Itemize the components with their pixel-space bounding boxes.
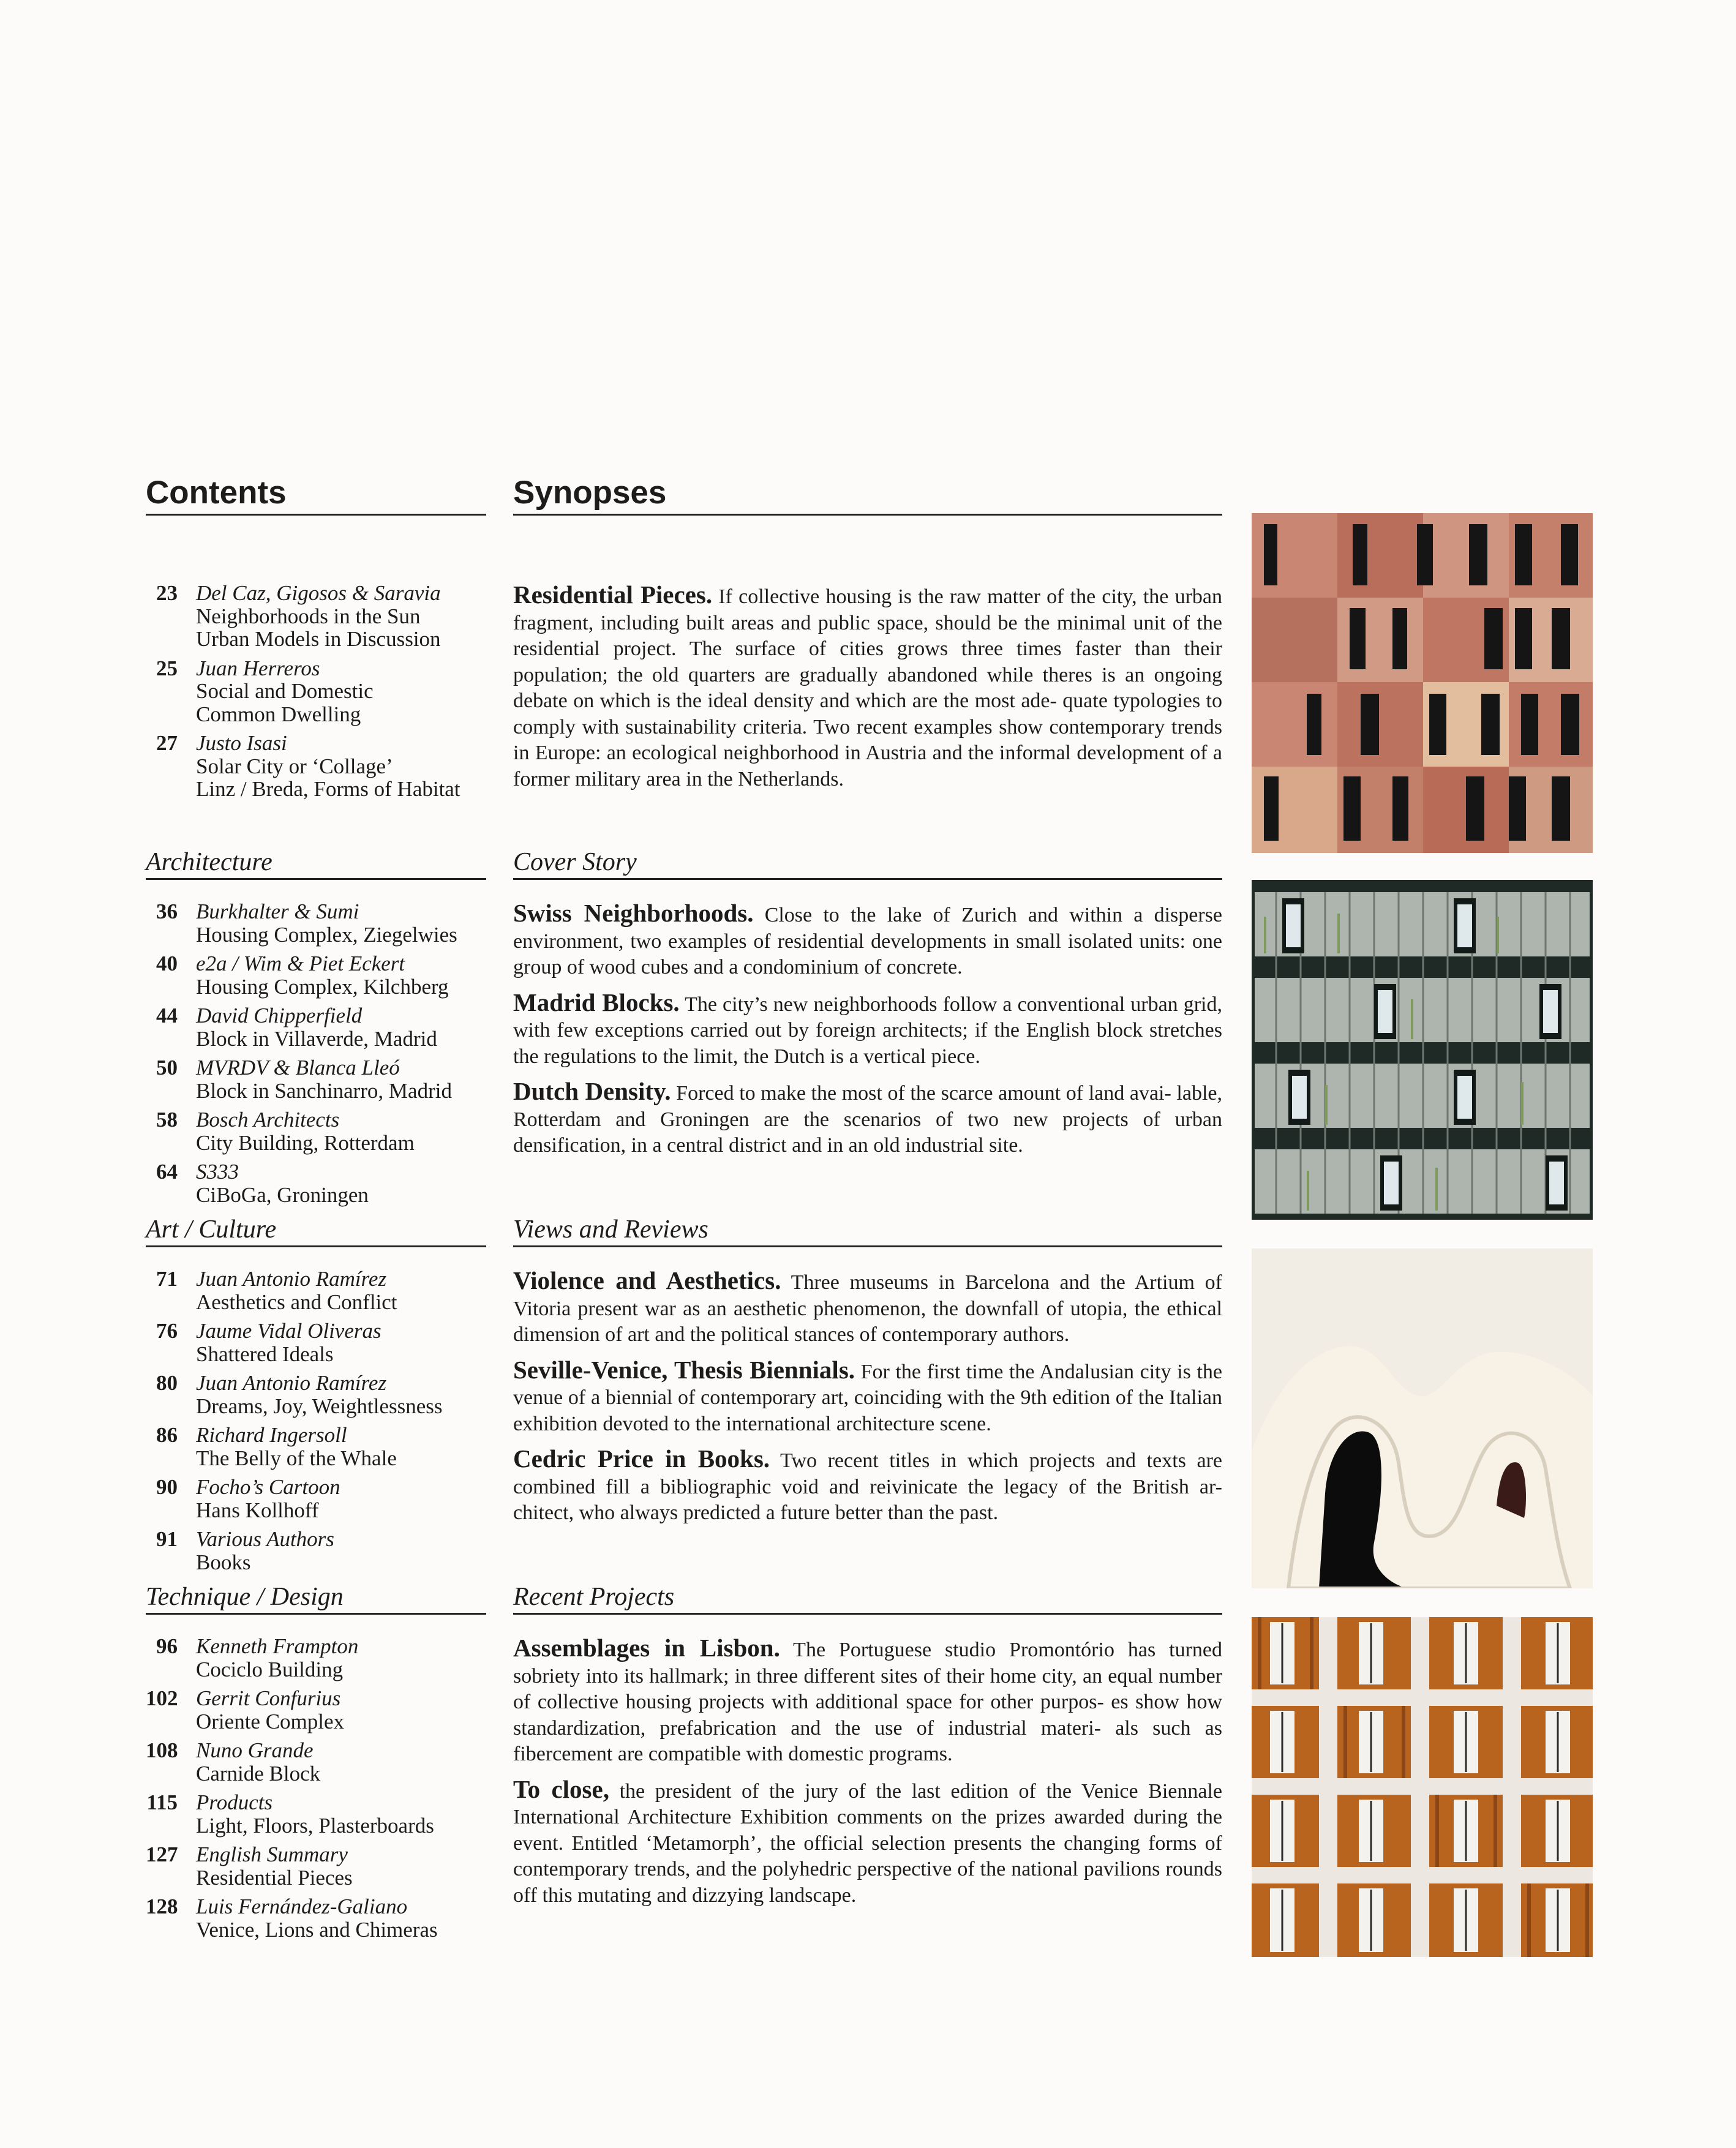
synopsis-intro bbox=[513, 582, 1222, 801]
synopsis-lead: Madrid Blocks. bbox=[513, 988, 680, 1016]
entry-author: Burkhalter & Sumi bbox=[196, 899, 359, 923]
entry-author: e2a / Wim & Piet Eckert bbox=[196, 952, 405, 975]
entry-author: Del Caz, Gigosos & Saravia bbox=[196, 581, 441, 605]
toc-entry[interactable] bbox=[146, 1843, 486, 1889]
entry-title: Oriente Complex bbox=[196, 1709, 345, 1733]
glass-screen-facade-photo bbox=[1252, 880, 1593, 1220]
entry-author: David Chipperfield bbox=[196, 1004, 363, 1027]
entry-title: Housing Complex, Kilchberg bbox=[196, 974, 449, 999]
entry-title: City Building, Rotterdam bbox=[196, 1130, 415, 1155]
synopsis-text: the president of the jury of the last edition of the Venice Biennale International Architecture Exhibition comments on the prizes awarded during the event. Entitled ‘Metamorph’, the official selection presents the changing forms of contemporary trends, and the polyhedric perspective of the national pavilions rounds off this mutating and dizzying landscape. bbox=[513, 1779, 1223, 1907]
entry-title: Books bbox=[196, 1550, 251, 1574]
synopses-header: Synopses bbox=[513, 471, 1222, 516]
synopsis-paragraph bbox=[513, 1635, 1222, 1768]
entry-title: Carnide Block bbox=[196, 1761, 321, 1786]
page-number: 102 bbox=[146, 1686, 178, 1710]
timber-shutter-facade-photo bbox=[1252, 1617, 1593, 1957]
views-reviews-heading: Views and Reviews bbox=[513, 1214, 1222, 1247]
synopsis-paragraph bbox=[513, 1776, 1222, 1909]
entry-title: Block in Sanchinarro, Madrid bbox=[196, 1078, 452, 1103]
synopsis-paragraph bbox=[513, 1446, 1222, 1527]
synopsis-lead: Residential Pieces. bbox=[513, 580, 713, 609]
entry-title: Social and Domestic bbox=[196, 679, 374, 703]
recent-projects-heading: Recent Projects bbox=[513, 1581, 1222, 1615]
entry-author: Juan Antonio Ramírez bbox=[196, 1371, 387, 1395]
page-number: 108 bbox=[146, 1738, 178, 1762]
toc-art-culture bbox=[146, 1267, 486, 1580]
toc-entry[interactable] bbox=[146, 1687, 486, 1733]
toc-entry[interactable] bbox=[146, 1791, 486, 1837]
synopsis-text: Two recent titles in which projects and texts are combined fill a bibliographic void and reivinicate the legacy of the British ar- chitect, who always predicted a future better than the past. bbox=[513, 1449, 1222, 1524]
page-number: 58 bbox=[156, 1108, 178, 1132]
synopsis-text: The Portuguese studio Promontório has turned sobriety into its hallmark; in three different sites of their home city, an equal number of collective housing projects with additional space for other purpos- es show how standardization, prefabrication and the use of industrial materi- als such as fibercement are compatible with domestic programs. bbox=[513, 1639, 1222, 1765]
page-number: 50 bbox=[156, 1056, 178, 1080]
toc-entry[interactable] bbox=[146, 900, 486, 946]
toc-entry[interactable] bbox=[146, 1528, 486, 1574]
contents-header: Contents bbox=[146, 471, 486, 516]
toc-entry[interactable] bbox=[146, 657, 486, 726]
page-number: 36 bbox=[156, 899, 178, 923]
entry-author: Various Authors bbox=[196, 1527, 334, 1551]
synopsis-cover-story bbox=[513, 900, 1222, 1168]
toc-entry[interactable] bbox=[146, 1160, 486, 1206]
entry-author: Products bbox=[196, 1790, 273, 1814]
toc-intro bbox=[146, 582, 486, 807]
synopsis-lead: Assemblages in Lisbon. bbox=[513, 1634, 780, 1662]
toc-entry[interactable] bbox=[146, 732, 486, 801]
cover-story-heading: Cover Story bbox=[513, 846, 1222, 880]
entry-subtitle: Linz / Breda, Forms of Habitat bbox=[196, 777, 460, 801]
terracotta-facade-photo bbox=[1252, 513, 1593, 853]
entry-subtitle: Urban Models in Discussion bbox=[196, 627, 441, 651]
entry-author: S333 bbox=[196, 1160, 239, 1184]
synopsis-paragraph bbox=[513, 1078, 1222, 1159]
entry-title: Residential Pieces bbox=[196, 1865, 353, 1890]
entry-title: Aesthetics and Conflict bbox=[196, 1290, 397, 1314]
synopsis-recent-projects bbox=[513, 1635, 1222, 1917]
entry-title: CiBoGa, Groningen bbox=[196, 1182, 369, 1207]
technique-design-heading: Technique / Design bbox=[146, 1581, 486, 1615]
entry-title: Dreams, Joy, Weightlessness bbox=[196, 1394, 443, 1418]
page-number: 115 bbox=[146, 1790, 178, 1814]
toc-entry[interactable] bbox=[146, 1476, 486, 1522]
synopsis-paragraph bbox=[513, 900, 1222, 981]
toc-entry[interactable] bbox=[146, 1320, 486, 1365]
synopsis-lead: Seville-Venice, Thesis Biennials. bbox=[513, 1355, 855, 1384]
entry-title: Solar City or ‘Collage’ bbox=[196, 754, 393, 778]
white-sculpture-photo bbox=[1252, 1249, 1593, 1588]
entry-title: The Belly of the Whale bbox=[196, 1446, 397, 1470]
toc-entry[interactable] bbox=[146, 582, 486, 651]
synopsis-lead: Violence and Aesthetics. bbox=[513, 1266, 781, 1294]
page-number: 27 bbox=[156, 731, 178, 755]
synopsis-text: The city’s new neighborhoods follow a conventional urban grid, with few exceptions carried out by foreign architects; if the English block stretches the regulations to the limit, the Dutch is a vertical piece. bbox=[513, 993, 1222, 1068]
toc-entry[interactable] bbox=[146, 1004, 486, 1050]
toc-entry[interactable] bbox=[146, 1056, 486, 1102]
entry-author: Richard Ingersoll bbox=[196, 1423, 347, 1447]
page-number: 128 bbox=[146, 1895, 178, 1918]
synopsis-paragraph bbox=[513, 582, 1222, 792]
page-number: 127 bbox=[146, 1842, 178, 1866]
page-number: 76 bbox=[156, 1319, 178, 1343]
synopsis-lead: To close, bbox=[513, 1774, 609, 1803]
toc-technique-design bbox=[146, 1635, 486, 1947]
toc-entry[interactable] bbox=[146, 952, 486, 998]
toc-entry[interactable] bbox=[146, 1424, 486, 1470]
page-number: 40 bbox=[156, 952, 178, 975]
synopsis-text: Close to the lake of Zurich and within a disperse environment, two examples of residential developments in small isolated units: one group of wood cubes and a condominium of concrete. bbox=[513, 904, 1222, 978]
entry-subtitle: Common Dwelling bbox=[196, 702, 361, 726]
page-number: 44 bbox=[156, 1004, 178, 1027]
entry-title: Venice, Lions and Chimeras bbox=[196, 1917, 438, 1942]
entry-title: Hans Kollhoff bbox=[196, 1498, 319, 1522]
architecture-heading: Architecture bbox=[146, 846, 486, 880]
art-culture-heading: Art / Culture bbox=[146, 1214, 486, 1247]
entry-author: Luis Fernández-Galiano bbox=[196, 1895, 408, 1918]
toc-entry[interactable] bbox=[146, 1739, 486, 1785]
toc-entry[interactable] bbox=[146, 1267, 486, 1313]
page-number: 25 bbox=[156, 656, 178, 680]
page-number: 80 bbox=[156, 1371, 178, 1395]
synopsis-paragraph bbox=[513, 990, 1222, 1070]
page-number: 64 bbox=[156, 1160, 178, 1184]
entry-title: Light, Floors, Plasterboards bbox=[196, 1813, 434, 1838]
entry-title: Housing Complex, Ziegelwies bbox=[196, 922, 457, 947]
page-number: 23 bbox=[156, 581, 178, 605]
entry-title: Block in Villaverde, Madrid bbox=[196, 1026, 437, 1051]
entry-author: Juan Herreros bbox=[196, 656, 320, 680]
entry-author: Jaume Vidal Oliveras bbox=[196, 1319, 381, 1343]
page-number: 90 bbox=[156, 1475, 178, 1499]
entry-title: Neighborhoods in the Sun bbox=[196, 604, 421, 628]
page-number: 86 bbox=[156, 1423, 178, 1447]
synopsis-text: For the first time the Andalusian city is the venue of a biennial of contemporary art, coinciding with the 9th edition of the Italian exhibition devoted to the international architecture scene. bbox=[513, 1360, 1223, 1435]
synopsis-views-reviews bbox=[513, 1267, 1222, 1535]
toc-entry[interactable] bbox=[146, 1635, 486, 1681]
entry-author: Focho’s Cartoon bbox=[196, 1475, 340, 1499]
toc-architecture bbox=[146, 900, 486, 1212]
entry-author: English Summary bbox=[196, 1842, 348, 1866]
synopsis-paragraph bbox=[513, 1267, 1222, 1348]
toc-entry[interactable] bbox=[146, 1108, 486, 1154]
entry-title: Cociclo Building bbox=[196, 1657, 344, 1681]
entry-title: Shattered Ideals bbox=[196, 1342, 334, 1366]
entry-author: Bosch Architects bbox=[196, 1108, 340, 1132]
entry-author: MVRDV & Blanca Lleó bbox=[196, 1056, 400, 1080]
entry-author: Gerrit Confurius bbox=[196, 1686, 341, 1710]
synopsis-lead: Cedric Price in Books. bbox=[513, 1444, 770, 1473]
page-number: 96 bbox=[156, 1634, 178, 1658]
synopsis-paragraph bbox=[513, 1357, 1222, 1438]
page-number: 91 bbox=[156, 1527, 178, 1551]
entry-author: Kenneth Frampton bbox=[196, 1634, 359, 1658]
synopsis-text: If collective housing is the raw matter of the city, the urban fragment, including built areas and public space, should be the minimal unit of the residential project. The surface of cities grows three times faster than their population; the old quarters are gradually abandoned while theres is an ongoing debate on which is the ideal density and which are the most ade- quate typologies to comply with sustainability criteria. Two recent examples show contemporary trends in Europe: an ecological neighborhood in Austria and the informal development of a former military area in the Netherlands. bbox=[513, 585, 1222, 790]
synopsis-text: Forced to make the most of the scarce amount of land avai- lable, Rotterdam and Groningen are the scenarios of two new projects of urban densification, in a central district and in an old industrial site. bbox=[513, 1082, 1223, 1157]
entry-author: Justo Isasi bbox=[196, 731, 287, 755]
toc-entry[interactable] bbox=[146, 1372, 486, 1418]
synopsis-lead: Dutch Density. bbox=[513, 1077, 671, 1105]
synopsis-lead: Swiss Neighborhoods. bbox=[513, 899, 754, 927]
synopsis-text: Three museums in Barcelona and the Artium of Vitoria present war as an aesthetic phenomenon, the downfall of utopia, the ethical dimension of art and the political stances of contemporary authors. bbox=[513, 1271, 1222, 1346]
entry-author: Nuno Grande bbox=[196, 1738, 314, 1762]
entry-author: Juan Antonio Ramírez bbox=[196, 1267, 387, 1291]
toc-entry[interactable] bbox=[146, 1895, 486, 1941]
page-number: 71 bbox=[156, 1267, 178, 1291]
